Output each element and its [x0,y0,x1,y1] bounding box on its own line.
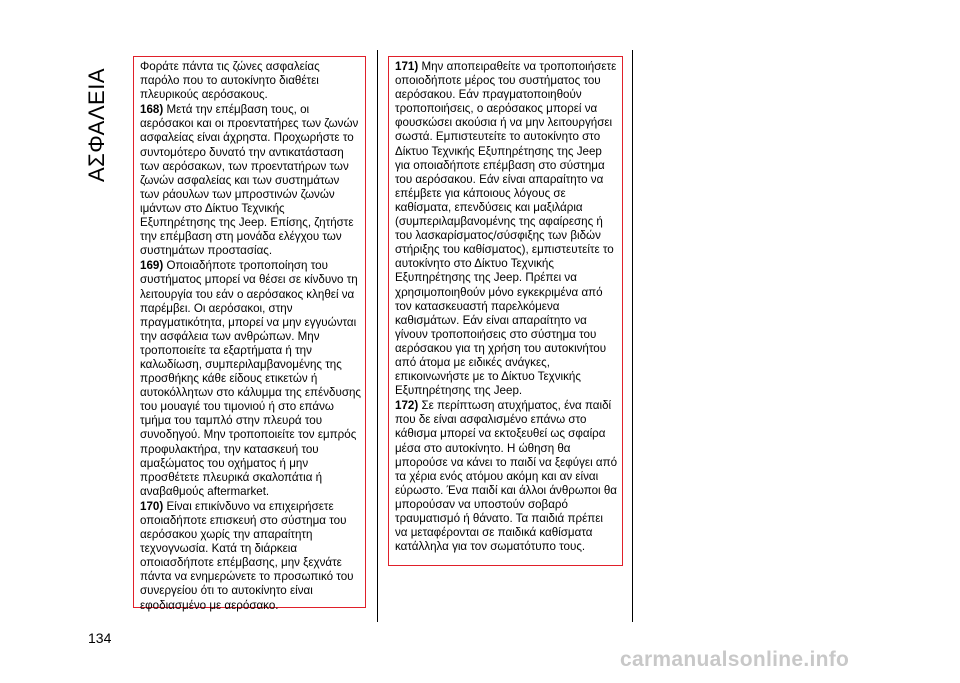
warning-text: Είναι επικίνδυνο να επιχειρήσετε οποιαδήποτε επισκευή στο σύστημα του αερόσακου χωρίς την απαραίτητη τεχνογνωσία. Κατά τη διάρκεια οποιασδήποτε επέμβασης, μην ξεχνάτε πάντα να ενημερώνετε το προσωπικό του συνεργείου ότι το αυτοκίνητο είναι εφοδιασμένο με αερόσακο. [140,499,354,612]
warning-text: Μην αποπειραθείτε να τροποποιήσετε οποιοδήποτε μέρος του συστήματος του αερόσακου. Εάν πραγματοποιηθούν τροποποιήσεις, ο αερόσακος μπορεί να φουσκώσει ακούσια ή να μην λειτουργήσει σωστά. Εμπιστευτείτε το αυτοκίνητο στο Δίκτυο Τεχνικής Εξυπηρέτησης της Jeep για οποιαδήποτε επέμβαση στο σύστημα του αερόσακου. Εάν είναι απαραίτητο να επέμβετε για κάποιους λόγους σε καθίσματα, επενδύσεις και μαξιλάρια (συμπεριλαμβανομένης της αφαίρεσης ή του λασκαρίσματος/σύσφιξης των βιδών στήριξης του καθίσματος), εμπιστευτείτε το αυτοκίνητο στο Δίκτυο Τεχνικής Εξυπηρέτησης της Jeep. Πρέπει να χρησιμοποιηθούν μόνο εγκεκριμένα από τον κατασκευαστή παρελκόμενα καθισμάτων. Εάν είναι απαραίτητο να γίνουν τροποποιήσεις στο σύστημα του αερόσακου για τη χρήση του αυτοκινήτου από άτομα με ειδικές ανάγκες, επικοινωνήστε με το Δίκτυο Τεχνικής Εξυπηρέτησης της Jeep. [395,60,617,398]
warning-box-right [388,56,623,566]
warning-paragraph [140,60,361,102]
warning-paragraph [140,103,361,258]
column-divider-right [632,50,633,622]
warning-paragraph [140,259,361,499]
section-title [82,30,112,220]
warning-paragraph [140,500,361,613]
section-title-text: ΑΣΦΑΛΕΙΑ [84,67,109,183]
page-number: 134 [88,630,112,646]
warning-number: 170) [140,499,164,513]
warning-number: 172) [395,399,419,413]
warning-text: Οποιαδήποτε τροποποίηση του συστήματος μπορεί να θέσει σε κίνδυνο τη λειτουργία του εάν ο αερόσακος κληθεί να παρέμβει. Οι αερόσακοι, στην πραγματικότητα, μπορεί να μην εγγυώνται την ασφάλεια των ανθρώπων. Μην τροποποιείτε τα εξαρτήματα ή την καλωδίωση, συμπεριλαμβανομένης της προσθήκης κάθε είδους ετικετών ή αυτοκόλλητων στο κάλυμμα της επένδυσης του μουαγιέ του τιμονιού ή στο επάνω τμήμα του ταμπλό στην πλευρά του συνοδηγού. Μην τροποποιείτε τον εμπρός προφυλακτήρα, την κατασκευή του αμαξώματος του οχήματος ή μην προσθέτετε πλευρικά σκαλοπάτια ή αναβαθμούς aftermarket. [140,259,362,498]
warning-text: Μετά την επέμβαση τους, οι αερόσακοι και οι προεντατήρες των ζωνών ασφαλείας είναι άχρηστα. Προχωρήστε το συντομότερο δυνατό την αντικατάσταση των αερόσακων, των προεντατήρων των ζωνών ασφαλείας και των συστημάτων των ράουλων των μπροστινών ζωνών ιμάντων στο Δίκτυο Τεχνικής Εξυπηρέτησης της Jeep. Επίσης, ζητήστε την επέμβαση στη μονάδα ελέγχου των συστημάτων προστασίας. [140,103,359,258]
warning-box-left [133,56,366,612]
warning-number: 168) [140,103,164,117]
warning-text: Σε περίπτωση ατυχήματος, ένα παιδί που δε είναι ασφαλισμένο επάνω στο κάθισμα μπορεί να εκτοξευθεί ως σφαίρα μέσα στο αυτοκίνητο. Η ώθηση θα μπορούσε να κάνει το παιδί να ξεφύγει από τα χέρια ενός ατόμου ακόμη και αν είναι εύρωστο. Ένα παιδί και άλλοι άνθρωποι θα μπορούσαν να υποστούν σοβαρό τραυματισμό ή θάνατο. Τα παιδιά πρέπει να μεταφέρονται σε παιδικά καθίσματα κατάλληλα για τον σωματότυπο τους. [395,399,618,554]
warning-number: 171) [395,60,419,73]
warning-number: 169) [140,259,164,273]
watermark-text: carmanualsonline.info [620,648,850,671]
warning-paragraph [395,399,618,554]
column-divider-left [377,50,378,622]
warning-text: Φοράτε πάντα τις ζώνες ασφαλείας παρόλο που το αυτοκίνητο διαθέτει πλευρικούς αερόσακους. [140,60,320,102]
warning-paragraph [395,60,618,398]
